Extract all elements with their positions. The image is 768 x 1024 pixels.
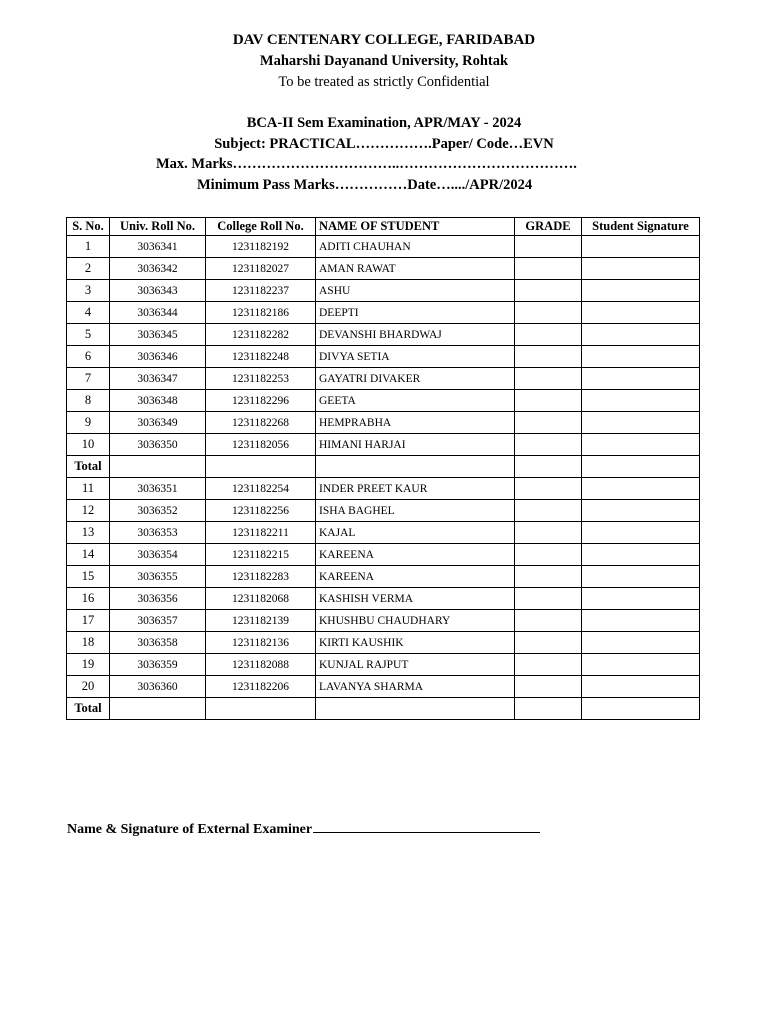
table-row xyxy=(67,522,700,544)
external-examiner-signature xyxy=(67,818,540,838)
student-name-cell: LAVANYA SHARMA xyxy=(316,676,515,698)
sno-cell: 15 xyxy=(67,566,110,588)
college-roll-cell: 1231182283 xyxy=(206,566,316,588)
signature-cell xyxy=(582,588,700,610)
grade-cell xyxy=(515,478,582,500)
total-empty-cell xyxy=(515,456,582,478)
examiner-label: Name & Signature of External Examiner xyxy=(67,822,313,837)
college-roll-cell: 1231182139 xyxy=(206,610,316,632)
total-empty-cell xyxy=(316,456,515,478)
table-row xyxy=(67,478,700,500)
sno-cell: 20 xyxy=(67,676,110,698)
univ-roll-cell: 3036343 xyxy=(110,280,206,302)
sno-cell: 10 xyxy=(67,434,110,456)
col-header-sno: S. No. xyxy=(67,218,110,236)
grade-cell xyxy=(515,346,582,368)
student-name-cell: DIVYA SETIA xyxy=(316,346,515,368)
univ-roll-cell: 3036351 xyxy=(110,478,206,500)
table-row xyxy=(67,632,700,654)
table-row xyxy=(67,500,700,522)
student-name-cell: DEVANSHI BHARDWAJ xyxy=(316,324,515,346)
total-label: Total xyxy=(67,456,110,478)
table-row xyxy=(67,654,700,676)
signature-line xyxy=(313,818,540,833)
sno-cell: 17 xyxy=(67,610,110,632)
total-empty-cell xyxy=(206,698,316,720)
college-roll-cell: 1231182068 xyxy=(206,588,316,610)
college-roll-cell: 1231182056 xyxy=(206,434,316,456)
signature-cell xyxy=(582,258,700,280)
total-empty-cell xyxy=(110,456,206,478)
signature-cell xyxy=(582,390,700,412)
sno-cell: 2 xyxy=(67,258,110,280)
subject-line: Subject: PRACTICAL…………….Paper/ Code…EVN xyxy=(214,136,554,152)
grade-cell xyxy=(515,434,582,456)
table-row xyxy=(67,368,700,390)
total-row xyxy=(67,698,700,720)
sno-cell: 13 xyxy=(67,522,110,544)
table-row xyxy=(67,544,700,566)
grade-cell xyxy=(515,258,582,280)
student-name-cell: KHUSHBU CHAUDHARY xyxy=(316,610,515,632)
sno-cell: 12 xyxy=(67,500,110,522)
university-name: Maharshi Dayanand University, Rohtak xyxy=(259,53,509,69)
student-roll-table xyxy=(66,217,700,720)
signature-cell xyxy=(582,236,700,258)
college-roll-cell: 1231182282 xyxy=(206,324,316,346)
grade-cell xyxy=(515,500,582,522)
total-empty-cell xyxy=(582,456,700,478)
univ-roll-cell: 3036350 xyxy=(110,434,206,456)
signature-cell xyxy=(582,412,700,434)
signature-cell xyxy=(582,632,700,654)
college-name: DAV CENTENARY COLLEGE, FARIDABAD xyxy=(232,32,536,48)
grade-cell xyxy=(515,280,582,302)
grade-cell xyxy=(515,610,582,632)
grade-cell xyxy=(515,236,582,258)
college-roll-cell: 1231182253 xyxy=(206,368,316,390)
univ-roll-cell: 3036352 xyxy=(110,500,206,522)
signature-cell xyxy=(582,478,700,500)
signature-cell xyxy=(582,500,700,522)
college-roll-cell: 1231182256 xyxy=(206,500,316,522)
col-header-student-name: NAME OF STUDENT xyxy=(316,218,515,236)
table-row xyxy=(67,302,700,324)
exam-title: BCA-II Sem Examination, APR/MAY - 2024 xyxy=(246,115,522,131)
sno-cell: 5 xyxy=(67,324,110,346)
univ-roll-cell: 3036356 xyxy=(110,588,206,610)
signature-cell xyxy=(582,522,700,544)
signature-cell xyxy=(582,346,700,368)
college-roll-cell: 1231182254 xyxy=(206,478,316,500)
student-name-cell: KASHISH VERMA xyxy=(316,588,515,610)
total-row xyxy=(67,456,700,478)
table-row xyxy=(67,258,700,280)
student-name-cell: ADITI CHAUHAN xyxy=(316,236,515,258)
univ-roll-cell: 3036341 xyxy=(110,236,206,258)
grade-cell xyxy=(515,588,582,610)
college-roll-cell: 1231182215 xyxy=(206,544,316,566)
student-name-cell: GAYATRI DIVAKER xyxy=(316,368,515,390)
grade-cell xyxy=(515,522,582,544)
student-name-cell: AMAN RAWAT xyxy=(316,258,515,280)
signature-cell xyxy=(582,368,700,390)
signature-cell xyxy=(582,676,700,698)
min-pass-marks-line: Minimum Pass Marks……………Date…..../APR/2024 xyxy=(197,177,533,193)
grade-cell xyxy=(515,412,582,434)
student-name-cell: KAREENA xyxy=(316,544,515,566)
signature-cell xyxy=(582,434,700,456)
univ-roll-cell: 3036355 xyxy=(110,566,206,588)
table-row xyxy=(67,676,700,698)
col-header-univ-roll: Univ. Roll No. xyxy=(110,218,206,236)
signature-cell xyxy=(582,324,700,346)
college-roll-cell: 1231182248 xyxy=(206,346,316,368)
college-roll-cell: 1231182206 xyxy=(206,676,316,698)
college-roll-cell: 1231182211 xyxy=(206,522,316,544)
student-name-cell: ASHU xyxy=(316,280,515,302)
table-row xyxy=(67,280,700,302)
table-row xyxy=(67,588,700,610)
student-name-cell: ISHA BAGHEL xyxy=(316,500,515,522)
student-name-cell: INDER PREET KAUR xyxy=(316,478,515,500)
student-name-cell: KAREENA xyxy=(316,566,515,588)
student-name-cell: KAJAL xyxy=(316,522,515,544)
grade-cell xyxy=(515,368,582,390)
table-row xyxy=(67,610,700,632)
college-roll-cell: 1231182192 xyxy=(206,236,316,258)
univ-roll-cell: 3036348 xyxy=(110,390,206,412)
table-row xyxy=(67,346,700,368)
univ-roll-cell: 3036342 xyxy=(110,258,206,280)
college-roll-cell: 1231182088 xyxy=(206,654,316,676)
table-row xyxy=(67,566,700,588)
college-roll-cell: 1231182268 xyxy=(206,412,316,434)
table-row xyxy=(67,390,700,412)
univ-roll-cell: 3036360 xyxy=(110,676,206,698)
signature-cell xyxy=(582,610,700,632)
college-roll-cell: 1231182027 xyxy=(206,258,316,280)
sno-cell: 4 xyxy=(67,302,110,324)
signature-cell xyxy=(582,280,700,302)
col-header-signature: Student Signature xyxy=(582,218,700,236)
univ-roll-cell: 3036354 xyxy=(110,544,206,566)
student-name-cell: HIMANI HARJAI xyxy=(316,434,515,456)
student-name-cell: KIRTI KAUSHIK xyxy=(316,632,515,654)
table-row xyxy=(67,434,700,456)
col-header-college-roll: College Roll No. xyxy=(206,218,316,236)
univ-roll-cell: 3036358 xyxy=(110,632,206,654)
grade-cell xyxy=(515,302,582,324)
sno-cell: 14 xyxy=(67,544,110,566)
table-row xyxy=(67,236,700,258)
sno-cell: 8 xyxy=(67,390,110,412)
college-roll-cell: 1231182136 xyxy=(206,632,316,654)
grade-cell xyxy=(515,324,582,346)
signature-cell xyxy=(582,566,700,588)
sno-cell: 3 xyxy=(67,280,110,302)
grade-cell xyxy=(515,390,582,412)
college-roll-cell: 1231182237 xyxy=(206,280,316,302)
total-empty-cell xyxy=(515,698,582,720)
total-empty-cell xyxy=(206,456,316,478)
student-name-cell: KUNJAL RAJPUT xyxy=(316,654,515,676)
univ-roll-cell: 3036344 xyxy=(110,302,206,324)
table-row xyxy=(67,412,700,434)
univ-roll-cell: 3036357 xyxy=(110,610,206,632)
sno-cell: 6 xyxy=(67,346,110,368)
student-name-cell: HEMPRABHA xyxy=(316,412,515,434)
sno-cell: 16 xyxy=(67,588,110,610)
col-header-grade: GRADE xyxy=(515,218,582,236)
sno-cell: 9 xyxy=(67,412,110,434)
signature-cell xyxy=(582,544,700,566)
univ-roll-cell: 3036345 xyxy=(110,324,206,346)
sno-cell: 7 xyxy=(67,368,110,390)
student-name-cell: GEETA xyxy=(316,390,515,412)
table-header-row xyxy=(67,218,700,236)
max-marks-line: Max. Marks……………………………..………………………………. xyxy=(156,156,577,172)
college-roll-cell: 1231182186 xyxy=(206,302,316,324)
total-label: Total xyxy=(67,698,110,720)
total-empty-cell xyxy=(316,698,515,720)
sno-cell: 1 xyxy=(67,236,110,258)
grade-cell xyxy=(515,566,582,588)
confidential-note: To be treated as strictly Confidential xyxy=(278,74,490,90)
univ-roll-cell: 3036349 xyxy=(110,412,206,434)
signature-cell xyxy=(582,302,700,324)
student-name-cell: DEEPTI xyxy=(316,302,515,324)
univ-roll-cell: 3036353 xyxy=(110,522,206,544)
total-empty-cell xyxy=(110,698,206,720)
univ-roll-cell: 3036347 xyxy=(110,368,206,390)
total-empty-cell xyxy=(582,698,700,720)
table-row xyxy=(67,324,700,346)
grade-cell xyxy=(515,544,582,566)
grade-cell xyxy=(515,676,582,698)
sno-cell: 19 xyxy=(67,654,110,676)
sno-cell: 18 xyxy=(67,632,110,654)
univ-roll-cell: 3036359 xyxy=(110,654,206,676)
signature-cell xyxy=(582,654,700,676)
grade-cell xyxy=(515,654,582,676)
univ-roll-cell: 3036346 xyxy=(110,346,206,368)
grade-cell xyxy=(515,632,582,654)
sno-cell: 11 xyxy=(67,478,110,500)
college-roll-cell: 1231182296 xyxy=(206,390,316,412)
